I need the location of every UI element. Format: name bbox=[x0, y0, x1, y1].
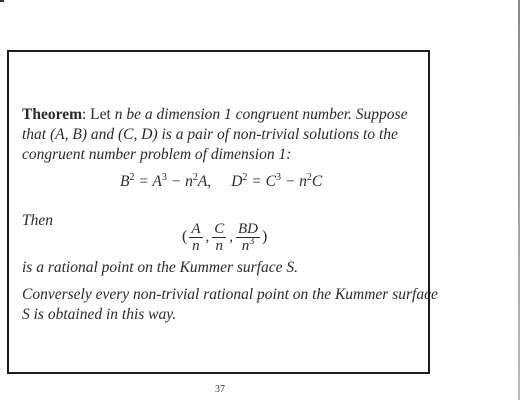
then-label: Then bbox=[22, 212, 53, 229]
page-number: 37 bbox=[215, 384, 225, 395]
kummer-point-tuple bbox=[182, 221, 267, 254]
theorem-line-3: congruent number problem of dimension 1: bbox=[22, 146, 292, 163]
pair-ab: (A, B) bbox=[50, 126, 88, 143]
tuple-comma: , bbox=[205, 229, 210, 245]
tuple-comma: , bbox=[229, 229, 234, 245]
fraction-bd-over-n-cubed: $\frac{BD}{n^3}$ bbox=[238, 221, 259, 254]
fraction-c-over-n: $\frac{C}{n}$ bbox=[214, 221, 225, 254]
converse-line-2: S is obtained in this way. bbox=[22, 306, 177, 323]
theorem-line-2: that (A, B) and (C, D) is a pair of non-trivial solutions to the bbox=[22, 126, 398, 143]
theorem-line-1: Theorem: Let n be a dimension 1 congruent number. Suppose bbox=[22, 106, 408, 123]
close-paren: ) bbox=[262, 228, 268, 245]
theorem-label: Theorem bbox=[22, 106, 82, 123]
open-paren: ( bbox=[182, 228, 188, 245]
pair-cd: (C, D) bbox=[118, 126, 158, 143]
rational-point-statement: is a rational point on the Kummer surface S. bbox=[22, 259, 298, 276]
fraction-a-over-n: $\frac{A}{n}$ bbox=[191, 221, 201, 254]
slide-frame bbox=[7, 50, 430, 374]
converse-line-1: Conversely every non-trivial rational point on the Kummer surface bbox=[22, 286, 438, 303]
congruent-equations: $B^2 = A^3 - n^2A$, $D^2 = C^3 - n^2C$ bbox=[120, 172, 323, 190]
scan-artifact-mark bbox=[0, 0, 4, 2]
